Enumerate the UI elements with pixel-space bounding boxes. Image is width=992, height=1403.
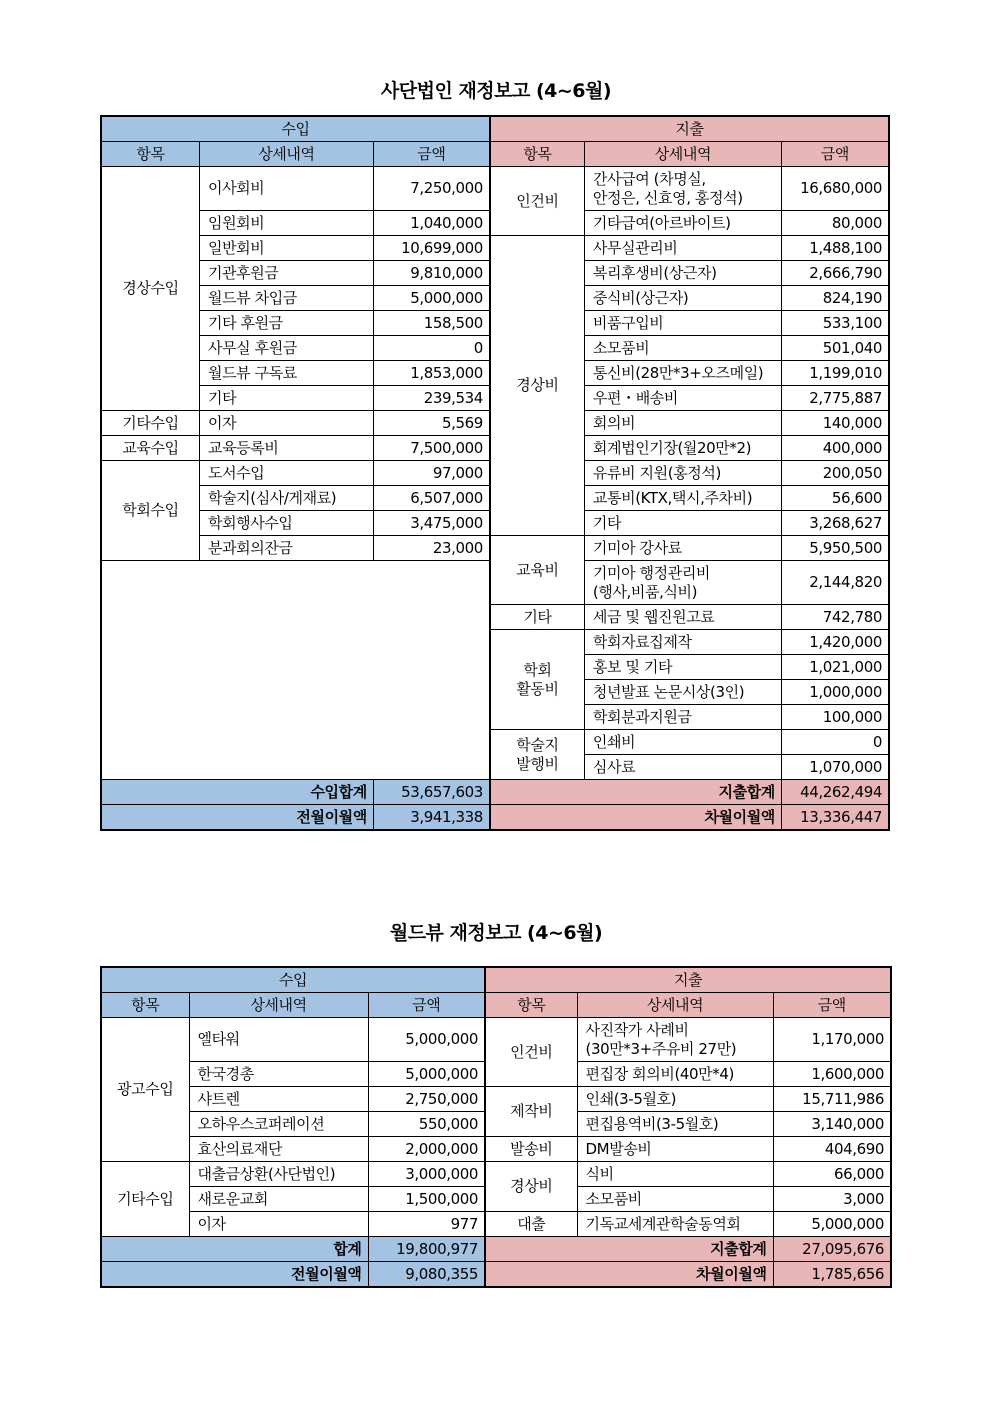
col-item: 항목: [101, 142, 199, 167]
income-total-label: 합계: [101, 1237, 368, 1262]
expense-amount: 140,000: [781, 411, 889, 436]
income-amount: 3,000,000: [368, 1162, 485, 1187]
income-amount: 2,750,000: [368, 1087, 485, 1112]
expense-amount: 742,780: [781, 605, 889, 630]
expense-amount: 0: [781, 730, 889, 755]
income-detail: 새로운교회: [189, 1187, 368, 1212]
col-amount: 금액: [368, 993, 485, 1018]
expense-amount: 15,711,986: [773, 1087, 891, 1112]
prev-balance: 9,080,355: [368, 1262, 485, 1288]
income-detail: 사무실 후원금: [199, 336, 373, 361]
next-balance-label: 차월이월액: [485, 1262, 773, 1288]
expense-amount: 533,100: [781, 311, 889, 336]
col-detail: 상세내역: [199, 142, 373, 167]
income-total: 53,657,603: [373, 780, 490, 805]
report1-table: [100, 115, 890, 831]
expense-amount: 1,170,000: [773, 1018, 891, 1062]
income-item: 기타수입: [101, 1162, 189, 1237]
income-amount: 1,853,000: [373, 361, 490, 386]
income-amount: 550,000: [368, 1112, 485, 1137]
col-amount: 금액: [773, 993, 891, 1018]
col-detail: 상세내역: [577, 993, 773, 1018]
expense-amount: 80,000: [781, 211, 889, 236]
table-row: [101, 236, 889, 261]
next-balance: 1,785,656: [773, 1262, 891, 1288]
income-amount: 239,534: [373, 386, 490, 411]
income-item: 경상수입: [101, 167, 199, 411]
expense-amount: 3,140,000: [773, 1112, 891, 1137]
expense-amount: 3,000: [773, 1187, 891, 1212]
income-detail: 임원회비: [199, 211, 373, 236]
expense-amount: 100,000: [781, 705, 889, 730]
expense-amount: 1,000,000: [781, 680, 889, 705]
income-detail: 엘타워: [189, 1018, 368, 1062]
income-amount: 6,507,000: [373, 486, 490, 511]
prev-balance-label: 전월이월액: [101, 1262, 368, 1288]
income-amount: 97,000: [373, 461, 490, 486]
expense-detail: 소모품비: [584, 336, 781, 361]
expense-detail: 기미아 강사료: [584, 536, 781, 561]
income-amount: 23,000: [373, 536, 490, 561]
income-item: 광고수입: [101, 1018, 189, 1162]
expense-detail: 중식비(상근자): [584, 286, 781, 311]
income-amount: 158,500: [373, 311, 490, 336]
income-detail: 학술지(심사/게재료): [199, 486, 373, 511]
income-amount: 1,040,000: [373, 211, 490, 236]
income-detail: 대출금상환(사단법인): [189, 1162, 368, 1187]
income-total-label: 수입합계: [101, 780, 373, 805]
expense-total-label: 지출합계: [490, 780, 781, 805]
expense-detail: 우편・배송비: [584, 386, 781, 411]
income-amount: 3,475,000: [373, 511, 490, 536]
col-item: 항목: [101, 993, 189, 1018]
income-detail: 샤트렌: [189, 1087, 368, 1112]
col-amount: 금액: [373, 142, 490, 167]
income-item: 기타수입: [101, 411, 199, 436]
income-header: 수입: [101, 116, 490, 142]
expense-item: 인건비: [490, 167, 584, 236]
expense-detail: 학회자료집제작: [584, 630, 781, 655]
income-detail: 분과회의잔금: [199, 536, 373, 561]
expense-header: 지출: [485, 967, 891, 993]
income-empty: [101, 561, 490, 780]
table-row: [101, 1162, 891, 1187]
col-detail: 상세내역: [584, 142, 781, 167]
income-detail: 효산의료재단: [189, 1137, 368, 1162]
expense-detail: 인쇄비: [584, 730, 781, 755]
expense-total: 44,262,494: [781, 780, 889, 805]
report2-table: [100, 966, 892, 1288]
income-amount: 7,500,000: [373, 436, 490, 461]
income-detail: 이사회비: [199, 167, 373, 211]
expense-detail: 기타급여(아르바이트): [584, 211, 781, 236]
table-row: [101, 536, 889, 561]
expense-detail: 학회분과지원금: [584, 705, 781, 730]
col-item: 항목: [485, 993, 577, 1018]
income-amount: 1,500,000: [368, 1187, 485, 1212]
expense-detail: 복리후생비(상근자): [584, 261, 781, 286]
expense-detail: 편집장 회의비(40만*4): [577, 1062, 773, 1087]
income-detail: 월드뷰 차입금: [199, 286, 373, 311]
expense-detail: 세금 및 웹진원고료: [584, 605, 781, 630]
report2-body: [101, 1018, 891, 1237]
expense-amount: 2,775,887: [781, 386, 889, 411]
income-detail: 이자: [189, 1212, 368, 1237]
col-amount: 금액: [781, 142, 889, 167]
income-detail: 월드뷰 구독료: [199, 361, 373, 386]
expense-detail: 편집용역비(3-5월호): [577, 1112, 773, 1137]
income-item: 학회수입: [101, 461, 199, 561]
expense-item: 학술지 발행비: [490, 730, 584, 780]
table-row: [101, 167, 889, 211]
expense-amount: 66,000: [773, 1162, 891, 1187]
income-detail: 한국경총: [189, 1062, 368, 1087]
col-detail: 상세내역: [189, 993, 368, 1018]
expense-detail: 사무실관리비: [584, 236, 781, 261]
next-balance: 13,336,447: [781, 805, 889, 831]
next-balance-label: 차월이월액: [490, 805, 781, 831]
expense-amount: 2,144,820: [781, 561, 889, 605]
expense-detail: DM발송비: [577, 1137, 773, 1162]
expense-detail: 인쇄(3-5월호): [577, 1087, 773, 1112]
income-amount: 9,810,000: [373, 261, 490, 286]
income-amount: 2,000,000: [368, 1137, 485, 1162]
expense-header: 지출: [490, 116, 889, 142]
expense-item: 경상비: [485, 1162, 577, 1212]
expense-detail: 청년발표 논문시상(3인): [584, 680, 781, 705]
income-detail: 교육등록비: [199, 436, 373, 461]
expense-item: 대출: [485, 1212, 577, 1237]
expense-item: 교육비: [490, 536, 584, 605]
expense-detail: 비품구입비: [584, 311, 781, 336]
expense-item: 기타: [490, 605, 584, 630]
income-amount: 5,000,000: [373, 286, 490, 311]
expense-detail: 통신비(28만*3+오즈메일): [584, 361, 781, 386]
income-total: 19,800,977: [368, 1237, 485, 1262]
income-item: 교육수입: [101, 436, 199, 461]
expense-amount: 824,190: [781, 286, 889, 311]
income-header: 수입: [101, 967, 485, 993]
expense-item: 발송비: [485, 1137, 577, 1162]
prev-balance-label: 전월이월액: [101, 805, 373, 831]
table-row: [101, 1018, 891, 1062]
expense-amount: 400,000: [781, 436, 889, 461]
expense-amount: 1,420,000: [781, 630, 889, 655]
table-row: [101, 1212, 891, 1237]
expense-total: 27,095,676: [773, 1237, 891, 1262]
expense-detail: 간사급여 (차명실, 안정은, 신효영, 홍정석): [584, 167, 781, 211]
expense-amount: 5,000,000: [773, 1212, 891, 1237]
report1-title: 사단법인 재정보고 (4~6월): [380, 80, 612, 102]
expense-amount: 1,070,000: [781, 755, 889, 780]
expense-amount: 1,199,010: [781, 361, 889, 386]
income-detail: 이자: [199, 411, 373, 436]
report2-title: 월드뷰 재정보고 (4~6월): [389, 922, 603, 944]
income-detail: 도서수입: [199, 461, 373, 486]
expense-amount: 56,600: [781, 486, 889, 511]
expense-detail: 기타: [584, 511, 781, 536]
income-amount: 5,000,000: [368, 1062, 485, 1087]
expense-item: 학회 활동비: [490, 630, 584, 730]
expense-detail: 식비: [577, 1162, 773, 1187]
income-amount: 5,569: [373, 411, 490, 436]
expense-detail: 사진작가 사례비 (30만*3+주유비 27만): [577, 1018, 773, 1062]
expense-amount: 200,050: [781, 461, 889, 486]
col-item: 항목: [490, 142, 584, 167]
income-amount: 0: [373, 336, 490, 361]
expense-total-label: 지출합계: [485, 1237, 773, 1262]
expense-detail: 심사료: [584, 755, 781, 780]
table-row: [101, 1087, 891, 1112]
income-detail: 기관후원금: [199, 261, 373, 286]
expense-detail: 기독교세계관학술동역회: [577, 1212, 773, 1237]
expense-amount: 404,690: [773, 1137, 891, 1162]
expense-detail: 기미아 행정관리비 (행사,비품,식비): [584, 561, 781, 605]
expense-item: 경상비: [490, 236, 584, 536]
expense-amount: 2,666,790: [781, 261, 889, 286]
expense-amount: 5,950,500: [781, 536, 889, 561]
expense-amount: 3,268,627: [781, 511, 889, 536]
table-row: [101, 1137, 891, 1162]
expense-item: 인건비: [485, 1018, 577, 1087]
expense-amount: 1,600,000: [773, 1062, 891, 1087]
income-detail: 일반회비: [199, 236, 373, 261]
report1-body: [101, 167, 889, 780]
income-amount: 10,699,000: [373, 236, 490, 261]
expense-detail: 회의비: [584, 411, 781, 436]
income-detail: 기타 후원금: [199, 311, 373, 336]
income-detail: 학회행사수입: [199, 511, 373, 536]
expense-detail: 소모품비: [577, 1187, 773, 1212]
expense-amount: 501,040: [781, 336, 889, 361]
expense-detail: 교통비(KTX,택시,주차비): [584, 486, 781, 511]
expense-amount: 16,680,000: [781, 167, 889, 211]
income-detail: 기타: [199, 386, 373, 411]
prev-balance: 3,941,338: [373, 805, 490, 831]
income-amount: 977: [368, 1212, 485, 1237]
income-amount: 5,000,000: [368, 1018, 485, 1062]
income-amount: 7,250,000: [373, 167, 490, 211]
expense-amount: 1,488,100: [781, 236, 889, 261]
expense-detail: 유류비 지원(홍정석): [584, 461, 781, 486]
expense-detail: 회계법인기장(월20만*2): [584, 436, 781, 461]
expense-item: 제작비: [485, 1087, 577, 1137]
income-detail: 오하우스코퍼레이션: [189, 1112, 368, 1137]
expense-amount: 1,021,000: [781, 655, 889, 680]
expense-detail: 홍보 및 기타: [584, 655, 781, 680]
